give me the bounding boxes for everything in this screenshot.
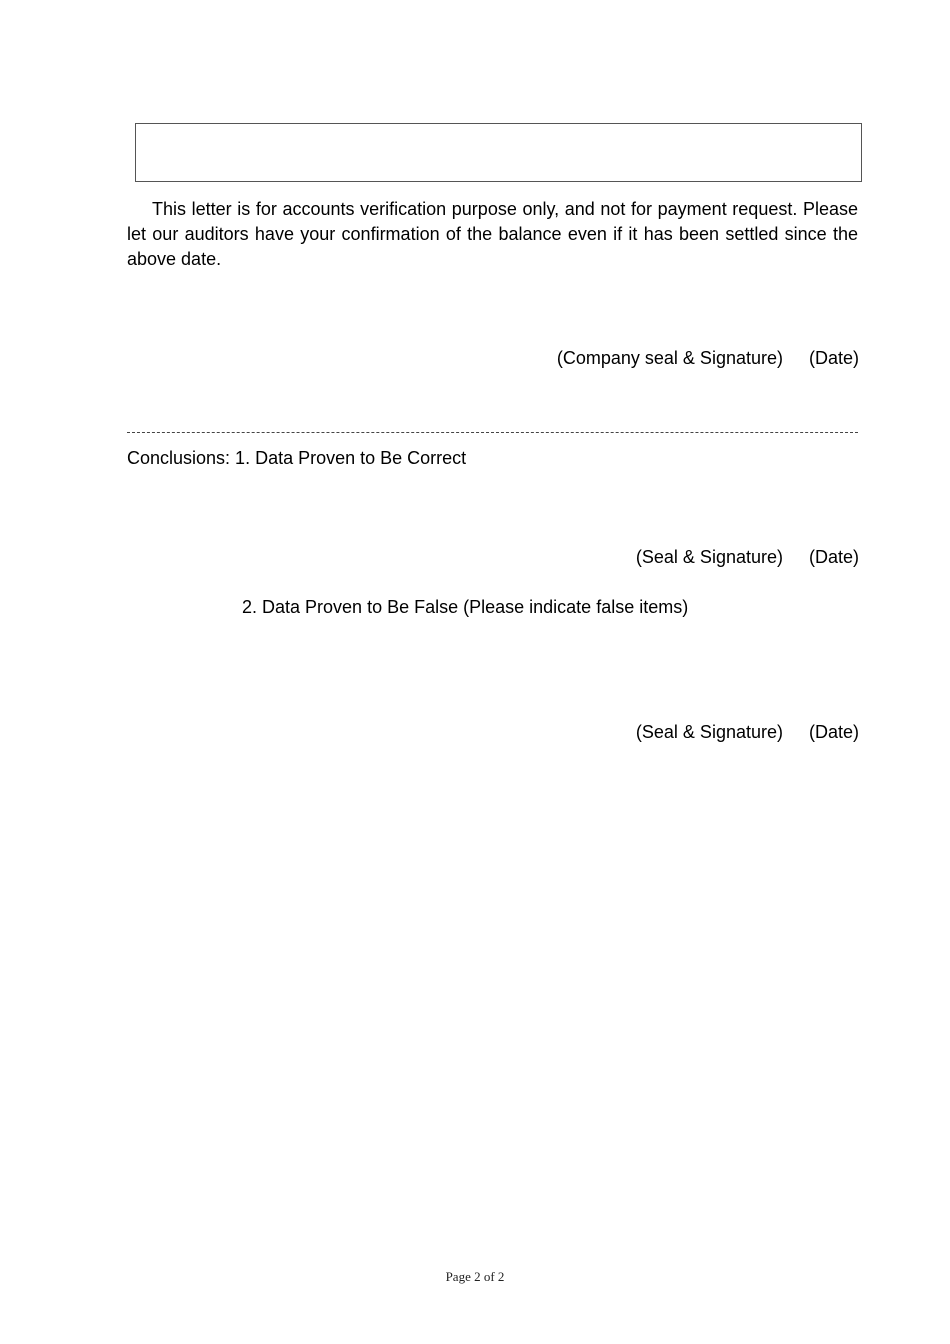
correct-seal-signature-label: (Seal & Signature) [635, 547, 783, 567]
tear-off-divider [127, 432, 858, 433]
false-signature-line [636, 720, 859, 745]
company-date-label: (Date) [808, 348, 859, 368]
company-seal-signature-label: (Company seal & Signature) [556, 348, 783, 368]
blank-info-box [135, 123, 862, 182]
correct-signature-line [636, 545, 859, 570]
false-date-label: (Date) [808, 722, 859, 742]
false-seal-signature-label: (Seal & Signature) [635, 722, 783, 742]
correct-date-label: (Date) [808, 547, 859, 567]
company-signature-line [557, 346, 859, 371]
verification-notice-text: This letter is for accounts verification purpose only, and not for payment request. Please let our auditors have your confirmation of the balance even if it has been settled since the above date. [127, 199, 858, 269]
page-number: Page 2 of 2 [445, 1269, 505, 1284]
conclusion-option-correct: Conclusions: 1. Data Proven to Be Correct [127, 448, 467, 468]
conclusion-option-false: 2. Data Proven to Be False (Please indicate false items) [242, 597, 689, 617]
